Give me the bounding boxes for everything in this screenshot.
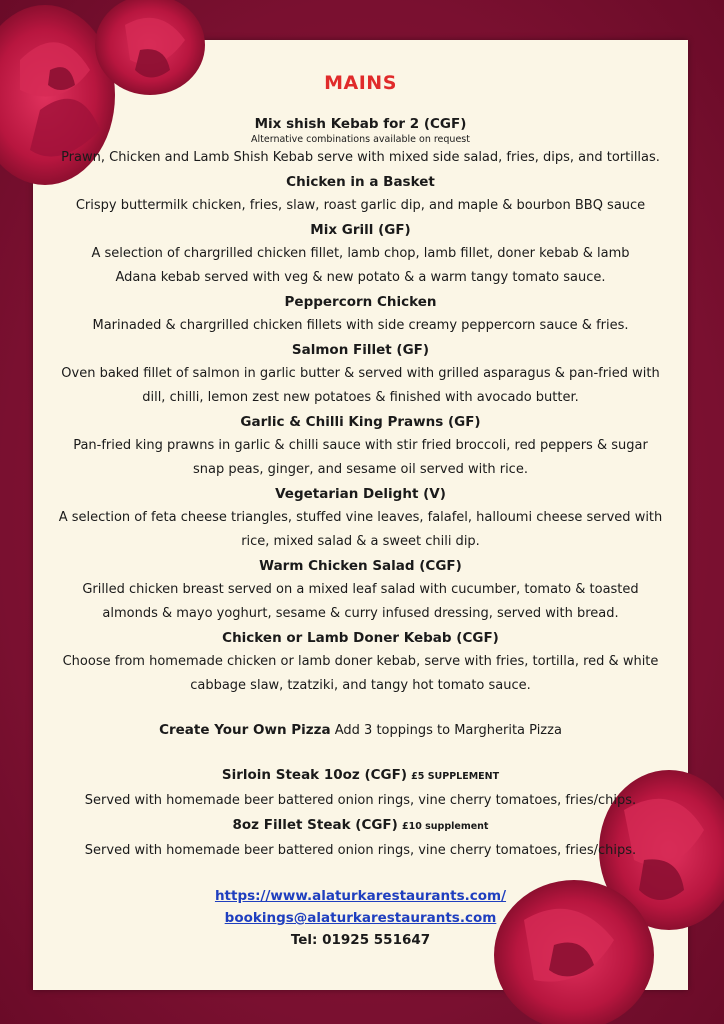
item-description: Served with homemade beer battered onion rings, vine cherry tomatoes, fries/chips.	[84, 793, 637, 808]
menu-item-warm-chicken-salad	[33, 554, 688, 626]
menu-item-sirloin-steak	[33, 763, 688, 813]
item-description: A selection of feta cheese triangles, stuffed vine leaves, falafel, halloumi cheese served with	[58, 510, 663, 525]
item-title: Chicken or Lamb Doner Kebab (CGF)	[222, 630, 499, 646]
item-title: Chicken in a Basket	[286, 174, 435, 190]
item-description: dill, chilli, lemon zest new potatoes & finished with avocado butter.	[142, 390, 579, 405]
item-title: Vegetarian Delight (V)	[275, 486, 446, 502]
menu-item-peppercorn-chicken	[33, 290, 688, 338]
menu-item-pizza	[33, 718, 688, 743]
website-link[interactable]: https://www.alaturkarestaurants.com/	[214, 888, 507, 904]
email-link[interactable]: bookings@alaturkarestaurants.com	[224, 910, 497, 926]
item-description: rice, mixed salad & a sweet chili dip.	[241, 534, 480, 549]
item-description: Marinaded & chargrilled chicken fillets with side creamy peppercorn sauce & fries.	[92, 318, 629, 333]
item-title: 8oz Fillet Steak (CGF)	[232, 817, 398, 833]
item-title: Mix shish Kebab for 2 (CGF)	[254, 116, 467, 132]
menu-item-mix-shish	[33, 112, 688, 170]
item-description: Served with homemade beer battered onion rings, vine cherry tomatoes, fries/chips.	[84, 843, 637, 858]
item-description: cabbage slaw, tzatziki, and tangy hot tomato sauce.	[190, 678, 531, 693]
contact-block	[33, 885, 688, 951]
item-description: A selection of chargrilled chicken fillet, lamb chop, lamb fillet, doner kebab & lamb	[91, 246, 630, 261]
menu-item-mix-grill	[33, 218, 688, 290]
item-description: Grilled chicken breast served on a mixed leaf salad with cucumber, tomato & toasted	[82, 582, 639, 597]
item-description: Oven baked fillet of salmon in garlic butter & served with grilled asparagus & pan-fried with	[61, 366, 660, 381]
supplement-label: £10 supplement	[401, 821, 489, 832]
menu-content	[33, 40, 688, 951]
item-description: snap peas, ginger, and sesame oil served with rice.	[193, 462, 528, 477]
item-description: Prawn, Chicken and Lamb Shish Kebab serve with mixed side salad, fries, dips, and tortillas.	[61, 150, 660, 165]
menu-item-vegetarian-delight	[33, 482, 688, 554]
item-title: Salmon Fillet (GF)	[291, 342, 430, 358]
item-title: Sirloin Steak 10oz (CGF)	[221, 767, 408, 783]
item-title: Warm Chicken Salad (CGF)	[259, 558, 462, 574]
menu-item-chicken-basket	[33, 170, 688, 218]
item-description: Pan-fried king prawns in garlic & chilli sauce with stir fried broccoli, red peppers & sugar	[73, 438, 648, 453]
item-title: Mix Grill (GF)	[310, 222, 411, 238]
item-description: Add 3 toppings to Margherita Pizza	[334, 723, 562, 738]
item-description: Crispy buttermilk chicken, fries, slaw, roast garlic dip, and maple & bourbon BBQ sauce	[75, 198, 646, 213]
item-description: Adana kebab served with veg & new potato & a warm tangy tomato sauce.	[115, 270, 606, 285]
phone-number: Tel: 01925 551647	[290, 932, 431, 948]
item-description: almonds & mayo yoghurt, sesame & curry infused dressing, served with bread.	[102, 606, 619, 621]
menu-item-doner-kebab	[33, 626, 688, 698]
menu-item-fillet-steak	[33, 813, 688, 863]
item-description: Choose from homemade chicken or lamb doner kebab, serve with fries, tortilla, red & white	[62, 654, 659, 669]
supplement-label: £5 SUPPLEMENT	[411, 771, 500, 782]
item-title: Peppercorn Chicken	[284, 294, 437, 310]
item-note: Alternative combinations available on request	[251, 134, 470, 145]
menu-item-salmon-fillet	[33, 338, 688, 410]
item-title: Create Your Own Pizza	[159, 722, 331, 738]
page-title: MAINS	[324, 72, 397, 94]
item-title: Garlic & Chilli King Prawns (GF)	[240, 414, 481, 430]
menu-item-king-prawns	[33, 410, 688, 482]
